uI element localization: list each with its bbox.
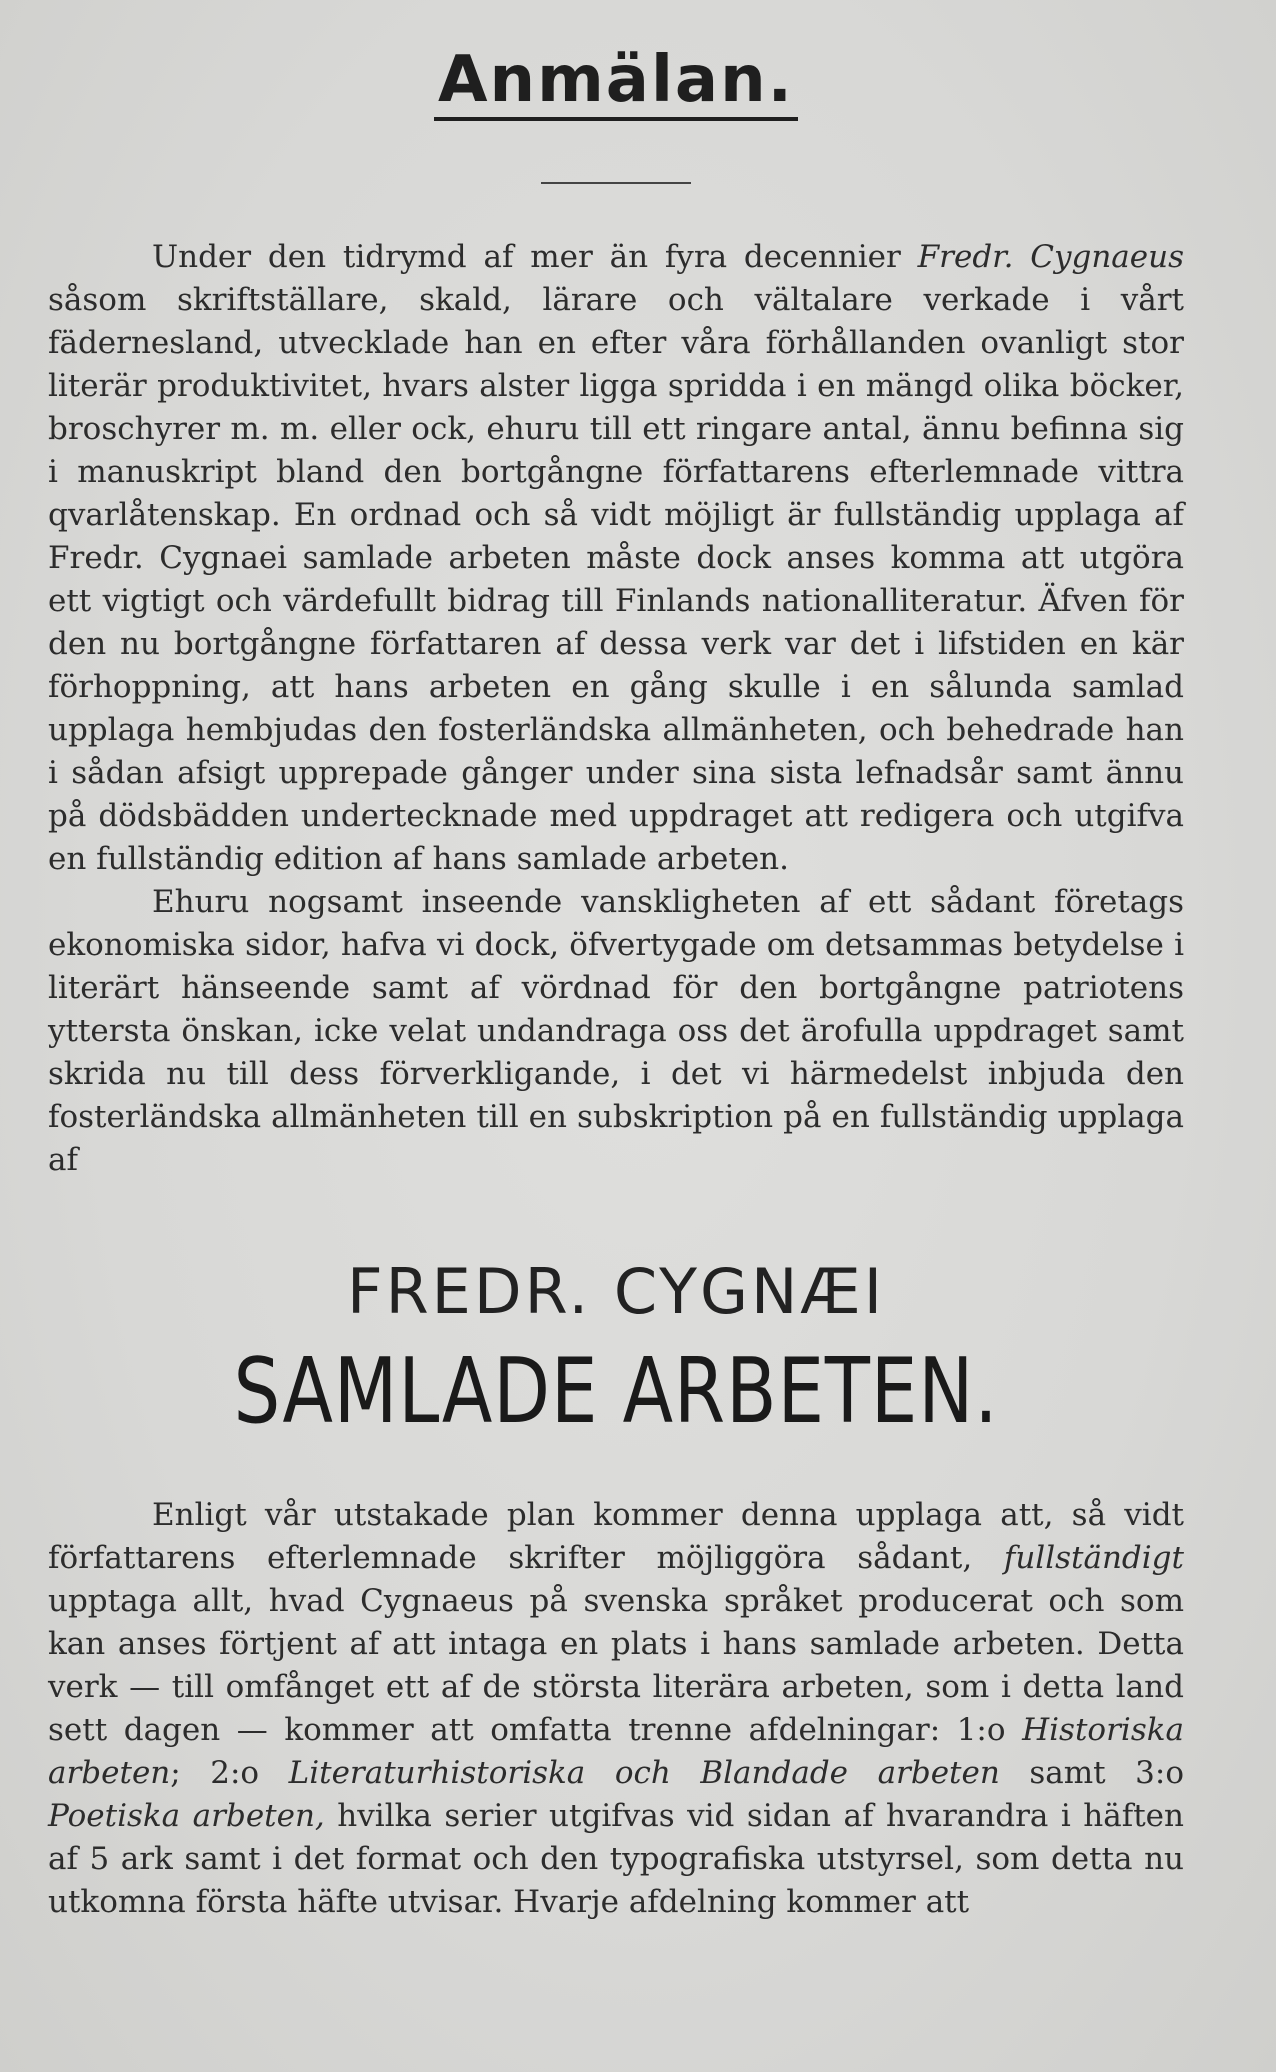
- paragraph-3-emphasis-fullstandigt: fullständigt: [1003, 1540, 1184, 1576]
- paragraph-3-emphasis-poetiska: Poetiska arbeten,: [48, 1798, 325, 1834]
- paragraph-3-part-1: Enligt vår utstakade plan kommer denna upplaga att, så vidt författarens efterlemnade skrifter möjliggöra sådant,: [48, 1497, 1184, 1576]
- paragraph-1: [48, 236, 1184, 881]
- paragraph-1-body: såsom skriftställare, skald, lärare och vältalare verkade i vårt fädernesland, utvecklade han en efter våra förhållanden ovanligt stor literär produktivitet, hvars alster ligga spridda i en mängd olika böcker, broschyrer m. m. eller ock, ehuru till ett ringare antal, ännu befinna sig i manuskript bland den bortgångne författarens efterlemnade vittra qvarlåtenskap. En ordnad och så vidt möjligt är fullständig upplaga af Fredr. Cygnaei samlade arbeten måste dock anses komma att utgöra ett vigtigt och värdefullt bidrag till Finlands nationalliteratur. Äfven för den nu bortgångne författaren af dessa verk var det i lifstiden en kär förhoppning, att hans arbeten en gång skulle i en sålunda samlad upplaga hembjudas den fosterländska allmänheten, och behedrade han i sådan afsigt upprepade gånger under sina sista lefnadsår samt ännu på dödsbädden undertecknade med uppdraget att redigera och utgifva en fullständig edition af hans samlade arbeten.: [48, 282, 1184, 877]
- work-title-heading: SAMLADE ARBETEN.: [233, 1339, 999, 1444]
- paragraph-3-part-2: upptaga allt, hvad Cygnaeus på svenska språket producerat och som kan anses förtjent af att intaga en plats i hans samlade arbeten. Detta verk — till omfånget ett af de största literära arbeten, som i detta land sett dagen — kommer att omfatta trenne afdelningar: 1:o: [48, 1583, 1184, 1748]
- paragraph-1-author-name: Fredr. Cygnaeus: [917, 239, 1184, 275]
- paragraph-3-part-4: samt 3:o: [999, 1755, 1184, 1791]
- work-author-heading: FREDR. CYGNÆI: [346, 1255, 886, 1328]
- paragraph-1-intro: Under den tidrymd af mer än fyra decennier: [152, 239, 918, 275]
- paragraph-3-part-5: hvilka serier utgifvas vid sidan af hvarandra i häften af 5 ark samt i det format och den typografiska utstyrsel, som detta nu utkomna första häfte utvisar. Hvarje afdelning kommer att: [48, 1798, 1184, 1920]
- paragraph-3-emphasis-literaturhistoriska: Literaturhistoriska och Blandade arbeten: [288, 1755, 1000, 1791]
- page-title: [48, 0, 1184, 120]
- title-divider: [541, 182, 691, 184]
- page-title-text: Anmälan.: [434, 43, 798, 121]
- paragraph-2: Ehuru nogsamt inseende vanskligheten af ett sådant företags ekonomiska sidor, hafva vi dock, öfvertygade om detsammas betydelse i literärt hänseende samt af vördnad för den bortgångne patriotens yttersta önskan, icke velat undandraga oss det ärofulla uppdraget samt skrida nu till dess förverkligande, i det vi härmedelst inbjuda den fosterländska allmänheten till en subskription på en fullständig upplaga af: [48, 884, 1184, 1178]
- paragraph-3-emphasis-historiska: Historiska arbeten: [48, 1712, 1184, 1791]
- paragraph-3: [48, 1494, 1184, 1924]
- paragraph-3-part-3: ; 2:o: [170, 1755, 289, 1791]
